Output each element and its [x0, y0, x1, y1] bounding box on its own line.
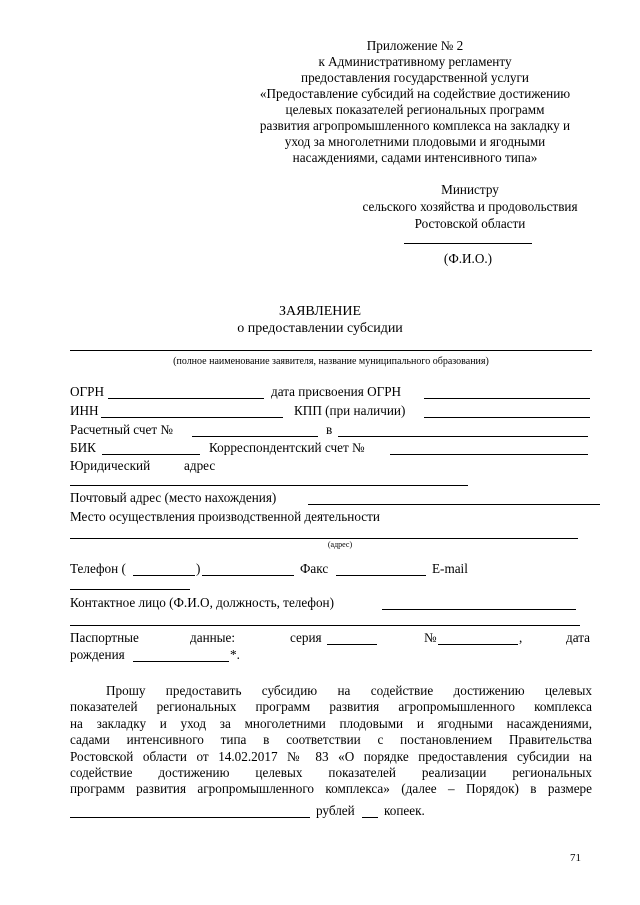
passport-series-field[interactable]: [327, 644, 377, 645]
paragraph-line: садами интенсивного типа в соответствии с постановлением Правительства: [70, 732, 592, 748]
paragraph-line: программ развития агропромышленного комплекса» (далее – Порядок) в размере: [70, 781, 592, 797]
kpp-label: КПП (при наличии): [294, 403, 406, 418]
appendix-line: целевых показателей региональных программ: [285, 102, 545, 117]
phone-field[interactable]: [202, 575, 294, 576]
bik-field[interactable]: [102, 454, 200, 455]
document-title: ЗАЯВЛЕНИЕ: [278, 304, 362, 319]
passport-label: Паспортные: [70, 630, 139, 645]
legal-address-label-2: адрес: [184, 458, 216, 473]
page-number: 71: [570, 852, 581, 864]
applicant-name-field[interactable]: [70, 350, 592, 351]
request-paragraph: [70, 683, 592, 798]
production-place-field[interactable]: [70, 538, 578, 539]
kpp-field[interactable]: [424, 417, 590, 418]
amount-rubles-field[interactable]: [70, 817, 310, 818]
bik-label: БИК: [70, 440, 96, 455]
series-label: серия: [290, 630, 322, 645]
birth-star: *.: [230, 647, 240, 662]
ogrn-date-label: дата присвоения ОГРН: [271, 384, 402, 399]
fio-label: (Ф.И.О.): [443, 251, 493, 266]
rubles-label: рублей: [316, 803, 355, 818]
amount-kopecks-field[interactable]: [362, 817, 378, 818]
contact-field-2[interactable]: [70, 625, 580, 626]
inn-field[interactable]: [101, 417, 283, 418]
addressee-line: Ростовской области: [414, 216, 526, 231]
number-label: №: [424, 630, 437, 645]
postal-address-field[interactable]: [308, 504, 600, 505]
legal-address-label: Юридический: [70, 458, 151, 473]
appendix-line: предоставления государственной услуги: [301, 70, 529, 85]
addressee-line: Министру: [441, 182, 499, 197]
email-label: E-mail: [432, 561, 468, 576]
corr-account-field[interactable]: [390, 454, 588, 455]
passport-data-label: данные:: [190, 630, 236, 645]
applicant-caption: (полное наименование заявителя, название муниципального образования): [173, 356, 489, 367]
contact-field[interactable]: [382, 609, 576, 610]
email-field[interactable]: [70, 589, 190, 590]
appendix-line: уход за многолетними плодовыми и ягодными: [284, 134, 546, 149]
appendix-line: Приложение № 2: [366, 38, 464, 53]
paragraph-line: показателей региональных программ развития агропромышленного комплекса: [70, 699, 592, 715]
paragraph-line: Прошу предоставить субсидию на содействие достижению целевых: [106, 683, 592, 698]
birth-label: рождения: [70, 647, 125, 662]
appendix-line: развития агропромышленного комплекса на закладку и: [259, 118, 571, 133]
account-in-label: в: [326, 422, 333, 437]
appendix-line: к Административному регламенту: [318, 54, 512, 69]
addressee-line: сельского хозяйства и продовольствия: [362, 199, 578, 214]
date-label: дата: [566, 630, 590, 645]
kopecks-label: копеек.: [384, 803, 425, 818]
birth-date-field[interactable]: [133, 661, 229, 662]
appendix-line: насаждениями, садами интенсивного типа»: [292, 150, 538, 165]
legal-address-field[interactable]: [70, 485, 468, 486]
phone-code-field[interactable]: [133, 575, 195, 576]
contact-label: Контактное лицо (Ф.И.О, должность, телефон): [70, 595, 334, 610]
account-field[interactable]: [192, 436, 318, 437]
ogrn-date-field[interactable]: [424, 398, 590, 399]
passport-comma: ,: [519, 630, 523, 645]
production-place-label: Место осуществления производственной деятельности: [70, 509, 380, 524]
paragraph-line: содействие достижению целевых показателей реализации региональных: [70, 765, 592, 781]
fax-field[interactable]: [336, 575, 426, 576]
document-subtitle: о предоставлении субсидии: [237, 321, 403, 336]
address-caption: (адрес): [327, 540, 353, 549]
fio-underline[interactable]: [404, 243, 532, 244]
paragraph-line: на закладку и уход за многолетними плодовыми и ягодными насаждениями,: [70, 715, 592, 731]
phone-label: Телефон (: [70, 561, 126, 576]
paragraph-line: Ростовской области от 14.02.2017 № 83 «О порядке предоставления субсидии на: [70, 748, 592, 764]
ogrn-field[interactable]: [108, 398, 264, 399]
corr-account-label: Корреспондентский счет №: [209, 440, 365, 455]
inn-label: ИНН: [70, 403, 99, 418]
passport-number-field[interactable]: [438, 644, 518, 645]
account-label: Расчетный счет №: [70, 422, 174, 437]
ogrn-label: ОГРН: [70, 384, 105, 399]
postal-address-label: Почтовый адрес (место нахождения): [70, 490, 277, 505]
phone-close: ): [196, 561, 201, 576]
bank-name-field[interactable]: [338, 436, 588, 437]
fax-label: Факс: [300, 561, 329, 576]
appendix-line: «Предоставление субсидий на содействие достижению: [259, 86, 571, 101]
